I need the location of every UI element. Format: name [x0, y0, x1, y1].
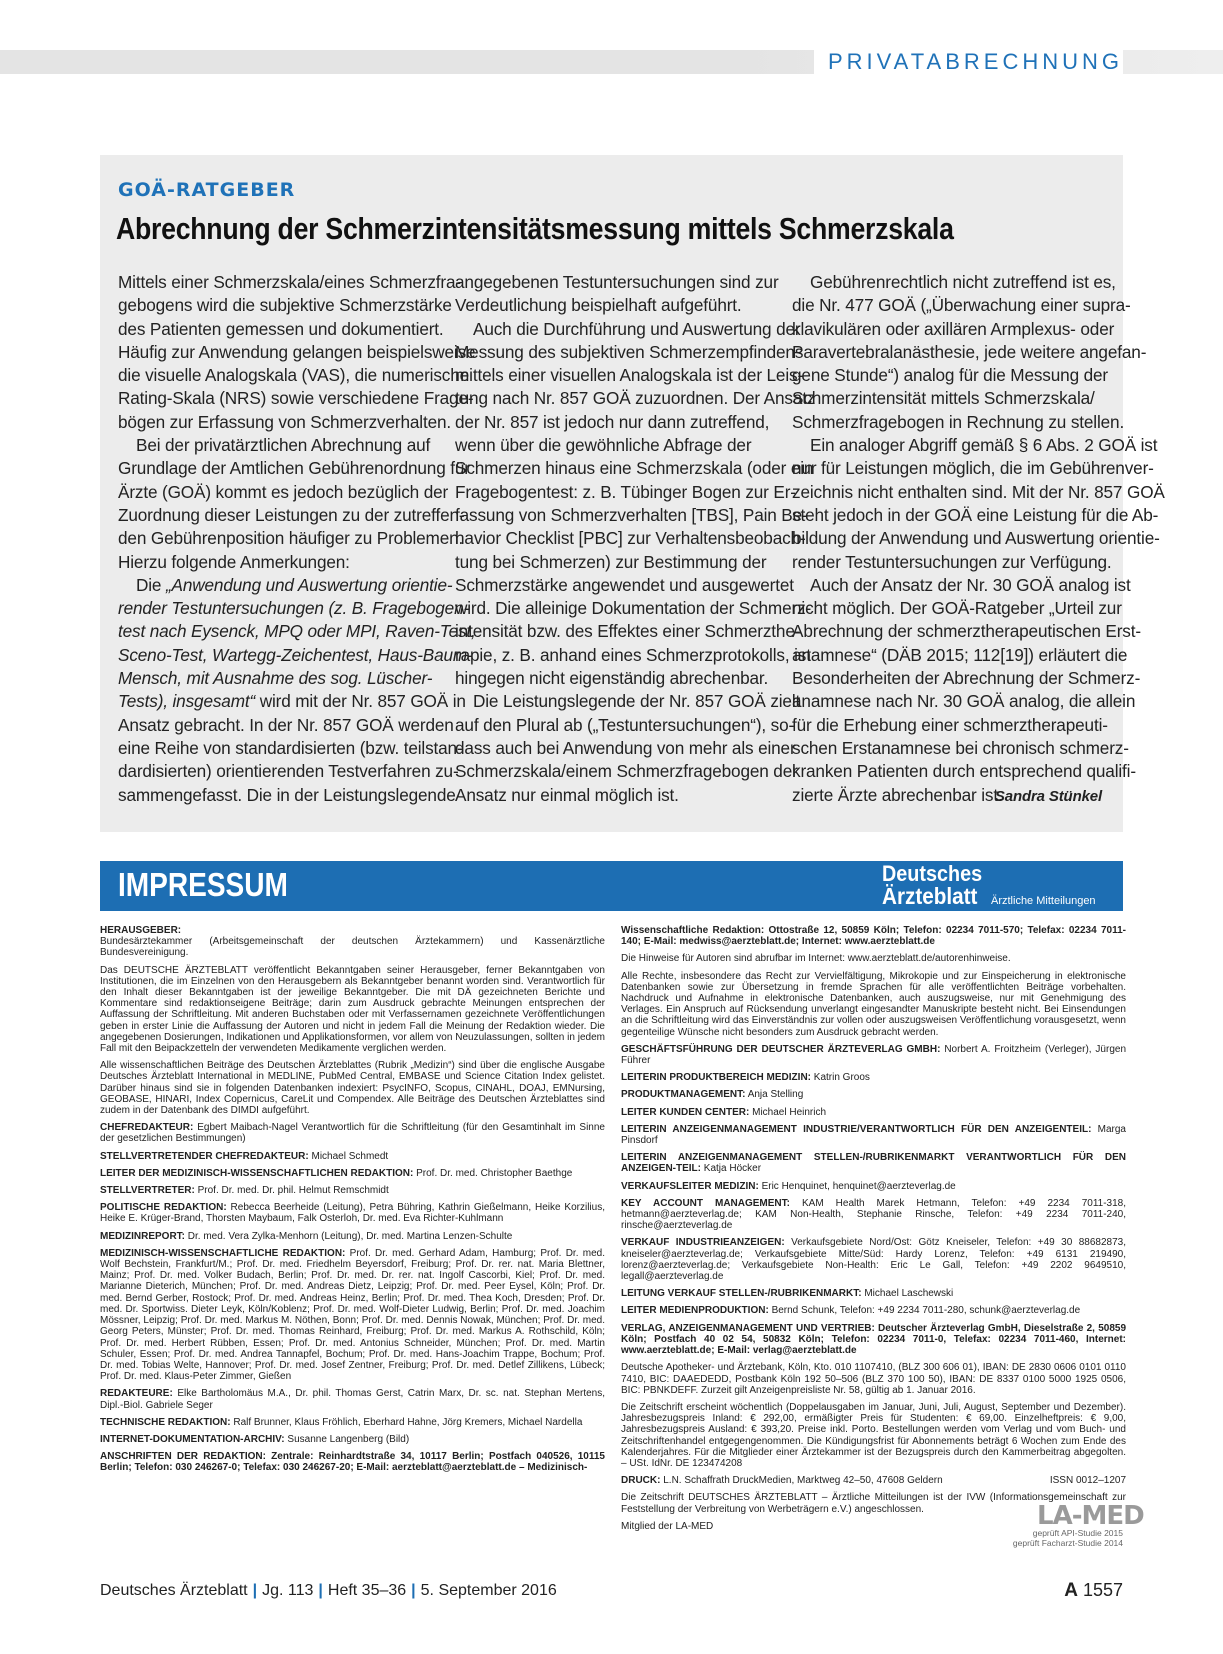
article-line: Schmerzfragebogen in Rechnung zu stellen.: [792, 411, 1125, 432]
article-line: dardisierten) orientierenden Testverfahren zu-: [118, 761, 459, 782]
impressum-heading: VERKAUFSLEITER MEDIZIN:: [621, 1180, 759, 1192]
impressum-entry: [621, 1475, 1126, 1486]
article-line: gebogens wird die subjektive Schmerzstärke: [118, 295, 452, 316]
impressum-entry: [621, 1198, 1126, 1232]
impressum-heading: LEITER MEDIENPRODUKTION:: [621, 1305, 769, 1317]
page-number: [1064, 1580, 1123, 1602]
impressum-text: Deutsche Apotheker- und Ärztebank, Köln, Kto. 010 1107410, (BLZ 300 606 01), IBAN: DE 2830 0606 0101 0110 7410, BIC: DAAEDEDD, Postbank Köln 192 50–506 (BLZ 370 100 50), IBAN: DE 8337 0100 5000 1925 0506, BIC: PBNKDEFF. Zurzeit gilt Anzeigenpreisliste Nr. 58, gültig ab 1. Januar 2016.: [621, 1362, 1126, 1396]
impressum-text: Michael Heinrich: [752, 1106, 827, 1118]
article-line: Mittels einer Schmerzskala/eines Schmerzfra-: [118, 272, 461, 292]
impressum-entry: [100, 1434, 605, 1445]
impressum-heading: DRUCK:: [621, 1475, 661, 1487]
impressum-text: Bundesärztekammer (Arbeitsgemeinschaft der deutschen Ärztekammern) und Kassenärztliche Bundesvereinigung.: [100, 936, 605, 959]
impressum-entry: [100, 1231, 605, 1242]
impressum-entry: [621, 953, 1126, 964]
article-line: Abrechnung der schmerztherapeutischen Erst-: [792, 621, 1141, 642]
impressum-heading: TECHNISCHE REDAKTION:: [100, 1416, 231, 1428]
journal-logo-subtitle: Ärztliche Mitteilungen: [991, 895, 1096, 907]
impressum-text: Die Hinweise für Autoren sind abrufbar im Internet: www.aerzteblatt.de/autorenhinweise.: [621, 953, 1011, 965]
impressum-heading: LEITER DER MEDIZINISCH-WISSENSCHAFTLICHEN REDAKTION:: [100, 1167, 414, 1179]
article-line: test nach Eysenck, MPQ oder MPI, Raven-Test,: [118, 621, 476, 642]
impressum-entry: [621, 1181, 1126, 1192]
article-line: Rating-Skala (NRS) sowie verschiedene Frage-: [118, 388, 474, 409]
issn-label: ISSN 0012–1207: [1049, 1475, 1126, 1487]
impressum-heading: HERAUSGEBER:: [100, 925, 182, 936]
impressum-heading: MEDIZINREPORT:: [100, 1230, 185, 1242]
article-column-3: [792, 271, 1165, 807]
impressum-heading: LEITERIN PRODUKTBEREICH MEDIZIN:: [621, 1072, 811, 1084]
impressum-entry: [621, 1124, 1126, 1146]
impressum-heading: POLITISCHE REDAKTION:: [100, 1202, 227, 1214]
footer-journal: Deutsches Ärzteblatt: [100, 1582, 248, 1599]
lamed-subtitle-1: geprüft API-Studie 2015: [1032, 1528, 1123, 1538]
impressum-heading: INTERNET-DOKUMENTATION-ARCHIV:: [100, 1433, 285, 1445]
impressum-entry: [621, 925, 1126, 947]
article-line: Ansatz gebracht. In der Nr. 857 GOÄ werden: [118, 714, 454, 735]
article-line: rapie, z. B. anhand eines Schmerzprotokolls, ist: [455, 644, 811, 665]
impressum-text: Bernd Schunk, Telefon: +49 2234 7011-280, schunk@aerzteverlag.de: [771, 1305, 1081, 1317]
impressum-text: Die Zeitschrift DEUTSCHES ÄRZTEBLATT – Ärztliche Mitteilungen ist der IVW (Informationsgemeinschaft zur Feststellung der Verbreitung von Werbeträgern e.V.) angeschlossen.: [621, 1492, 1126, 1515]
lamed-logo: LA-MED: [1037, 1501, 1144, 1531]
article-line: hingegen nicht eigenständig abrechenbar.: [455, 668, 769, 689]
article-line: Gebührenrechtlich nicht zutreffend ist es,: [810, 272, 1116, 292]
article-line: Auch die Durchführung und Auswertung der: [473, 318, 801, 339]
impressum-text: Verkaufsgebiete Nord/Ost: Götz Kneiseler, Telefon: +49 30 88682873, kneiseler@aerzteverlag.de; Verkaufsgebiete Mitte/Süd: Hardy Lorenz, Telefon: +49 6131 219490, lorenz@aerzteverlag.de; Verkaufsgebiete Non-Health: Eric Le Gall, Telefon: +49 2202 9649510, legall@aerzteverlag.de: [621, 1237, 1126, 1283]
article-line: bögen zur Erfassung von Schmerzverhalten.: [118, 411, 452, 432]
impressum-text: Eric Henquinet, henquinet@aerzteverlag.de: [761, 1180, 956, 1192]
article-column-1: [118, 271, 476, 807]
impressum-heading: VERKAUF INDUSTRIEANZEIGEN:: [621, 1237, 785, 1249]
impressum-text: Elke Bartholomäus M.A., Dr. phil. Thomas Gerst, Catrin Marx, Dr. sc. nat. Stephan Mertens, Dipl.-Biol. Gabriele Seger: [100, 1388, 605, 1411]
impressum-entry: [621, 971, 1126, 1038]
article-line: bildung der Anwendung und Auswertung orientie-: [792, 528, 1160, 549]
article-line: den Gebührenposition häufiger zu Problemen.: [118, 528, 464, 549]
impressum-entry: [100, 1122, 605, 1144]
article-column-2: [455, 271, 816, 807]
impressum-text: Norbert A. Froitzheim (Verleger), Jürgen Führer: [621, 1043, 1127, 1067]
article-line: des Patienten gemessen und dokumentiert.: [118, 318, 444, 339]
article-line: Sceno-Test, Wartegg-Zeichentest, Haus-Baum-: [118, 644, 473, 665]
impressum-entry: [621, 1402, 1126, 1469]
impressum-heading: REDAKTEURE:: [100, 1388, 173, 1400]
impressum-heading: CHEFREDAKTEUR:: [100, 1122, 194, 1134]
article-line: Grundlage der Amtlichen Gebührenordnung für: [118, 458, 470, 479]
article-line: dass auch bei Anwendung von mehr als einer: [455, 737, 796, 758]
article-line: mittels einer visuellen Analogskala ist der Leis-: [455, 365, 804, 386]
impressum-text: Rebecca Beerheide (Leitung), Petra Bühring, Kathrin Gießelmann, Heike Korzilius, Heike E. Krüger-Brand, Thorsten Maybaum, Falk Osterloh, Dr. med. Eva Richter-Kuhlmann: [100, 1202, 605, 1225]
article-line: zierte Ärzte abrechenbar ist. Sandra Stünkel: [792, 784, 1102, 807]
article-line: wird. Die alleinige Dokumentation der Schmerz-: [455, 598, 812, 619]
impressum-text: Ralf Brunner, Klaus Fröhlich, Eberhard Hahne, Jörg Kremers, Michael Nardella: [233, 1416, 583, 1428]
article-line: gene Stunde“) analog für die Messung der: [792, 365, 1108, 386]
impressum-entry: [100, 1185, 605, 1196]
impressum-text: KAM Health Marek Hetmann, Telefon: +49 2234 7011-318, hetmann@aerzteverlag.de; KAM Non-Health, Stephanie Rinsche, Telefon: +49 2234 7011-240, rinsche@aerzteverlag.de: [621, 1197, 1127, 1232]
impressum-heading: VERLAG, ANZEIGENMANAGEMENT UND VERTRIEB: Deutscher Ärzteverlag GmbH, Dieselstraße 2, 50859 Köln; Postfach 40 02 54, 50832 Köln; Telefon: 02234 7011-0, Telefax: 02234 7011-460, Internet: www.aerzteblatt.de; E-Mail: verlag@aerzteblatt.de: [621, 1322, 1126, 1357]
page-prefix: A: [1064, 1580, 1078, 1601]
article-line: klavikulären oder axillären Armplexus- oder: [792, 318, 1115, 339]
journal-logo-line1: Deutsches: [882, 861, 983, 886]
impressum-heading: Wissenschaftliche Redaktion: Ottostraße 12, 50859 Köln; Telefon: 02234 7011-570; Telefax: 02234 7011-140; E-Mail: medwiss@aerzteblatt.de; Internet: www.aerzteblatt.de: [621, 925, 1126, 948]
article-line: Besonderheiten der Abrechnung der Schmerz-: [792, 668, 1141, 689]
impressum-entry: [621, 1305, 1126, 1316]
impressum-right-column: [621, 925, 1126, 1538]
article-line: angegebenen Testuntersuchungen sind zur: [455, 272, 779, 292]
article-line: render Testuntersuchungen zur Verfügung.: [792, 551, 1112, 572]
article-line: Hierzu folgende Anmerkungen:: [118, 551, 350, 572]
impressum-entry: [621, 1107, 1126, 1118]
impressum-text: Mitglied der LA-MED: [621, 1520, 714, 1532]
impressum-entry: [100, 1202, 605, 1224]
impressum-entry: [100, 1168, 605, 1179]
impressum-text: L.N. Schaffrath DruckMedien, Marktweg 42–50, 47608 Geldern: [663, 1475, 943, 1487]
impressum-heading: PRODUKTMANAGEMENT:: [621, 1089, 746, 1101]
article-line: tung bei Schmerzen) zur Bestimmung der: [455, 551, 767, 572]
impressum-entry: [100, 1388, 605, 1410]
impressum-entry: [621, 1288, 1126, 1299]
impressum-text: Katrin Groos: [813, 1072, 870, 1084]
article-kicker: GOÄ-RATGEBER: [118, 179, 296, 201]
article-line: für die Erhebung einer schmerztherapeuti-: [792, 714, 1108, 735]
article-line: Tests), insgesamt“ wird mit der Nr. 857 GOÄ in: [118, 691, 466, 712]
impressum-heading: LEITERIN ANZEIGENMANAGEMENT STELLEN-/RUBRIKENMARKT VERANTWORTLICH FÜR DEN ANZEIGEN-TEIL:: [621, 1152, 1126, 1175]
article-line: fassung von Schmerzverhalten [TBS], Pain Be-: [455, 504, 808, 525]
article-line: die visuelle Analogskala (VAS), die numerische: [118, 365, 470, 386]
impressum-text: Katja Höcker: [703, 1163, 762, 1175]
article-line: Bei der privatärztlichen Abrechnung auf: [136, 435, 431, 456]
impressum-entry: [621, 1237, 1126, 1282]
article-line: Schmerzstärke angewendet und ausgewertet: [455, 574, 794, 595]
impressum-text: Michael Schmedt: [311, 1150, 389, 1162]
impressum-entry: [100, 1151, 605, 1162]
page-number-value: 1557: [1082, 1580, 1123, 1600]
article-line: anamnese“ (DÄB 2015; 112[19]) erläutert die: [792, 644, 1128, 665]
impressum-entry: [100, 1451, 605, 1473]
article-line: nicht möglich. Der GOÄ-Ratgeber „Urteil zur: [792, 598, 1122, 619]
article-line: anamnese nach Nr. 30 GOÄ analog, die allein: [792, 691, 1136, 712]
article-line: Die „Anwendung und Auswertung orientie-: [136, 574, 453, 595]
impressum-text: Prof. Dr. med. Dr. phil. Helmut Remschmidt: [197, 1185, 389, 1197]
page-footer: Deutsches Ärzteblatt | Jg. 113 | Heft 35–36 | 5. September 2016: [100, 1582, 557, 1599]
article-line: Auch der Ansatz der Nr. 30 GOÄ analog ist: [810, 574, 1131, 595]
lamed-subtitle-2: geprüft Facharzt-Studie 2014: [1012, 1538, 1123, 1548]
impressum-heading: MEDIZINISCH-WISSENSCHAFTLICHE REDAKTION:: [100, 1247, 346, 1259]
article-line: kranken Patienten durch entsprechend qualifi-: [792, 761, 1136, 782]
impressum-entry: [100, 1417, 605, 1428]
footer-volume: Jg. 113: [262, 1582, 314, 1599]
impressum-entry: [100, 965, 605, 1055]
article-line: zeichnis nicht enthalten sind. Mit der Nr. 857 GOÄ: [792, 481, 1165, 502]
article-line: Messung des subjektiven Schmerzempfindens: [455, 341, 804, 362]
article-line: Ein analoger Abgriff gemäß § 6 Abs. 2 GOÄ ist: [810, 435, 1158, 456]
impressum-heading: ANSCHRIFTEN DER REDAKTION: Zentrale: Reinhardtstraße 34, 10117 Berlin; Postfach 040526, 10115 Berlin; Telefon: 030 246267-0; Telefax: 030 246267-20; E-Mail: aerzteblatt@aerzteblatt.de – Medizinisch-: [100, 1451, 605, 1474]
article-author: Sandra Stünkel: [994, 787, 1102, 805]
article-line: nur für Leistungen möglich, die im Gebührenver-: [792, 458, 1154, 479]
article-line: steht jedoch in der GOÄ eine Leistung für die Ab-: [792, 504, 1159, 525]
article-line: havior Checklist [PBC] zur Verhaltensbeobach-: [455, 528, 806, 549]
article-line: Schmerzen hinaus eine Schmerzskala (oder ein: [455, 458, 814, 479]
article-line: die Nr. 477 GOÄ („Überwachung einer supra-: [792, 295, 1131, 316]
impressum-heading: LEITERIN ANZEIGENMANAGEMENT INDUSTRIE/VERANTWORTLICH FÜR DEN ANZEIGENTEIL:: [621, 1123, 1092, 1135]
impressum-text: Prof. Dr. med. Christopher Baethge: [416, 1167, 573, 1179]
impressum-text: Marga Pinsdorf: [621, 1123, 1126, 1147]
impressum-heading: LEITER KUNDEN CENTER:: [621, 1106, 750, 1118]
footer-date: 5. September 2016: [420, 1582, 557, 1599]
article-line: wenn über die gewöhnliche Abfrage der: [455, 435, 752, 456]
impressum-heading: KEY ACCOUNT MANAGEMENT:: [621, 1197, 790, 1209]
article-line: Paravertebralanästhesie, jede weitere angefan-: [792, 341, 1147, 362]
impressum-text: Egbert Maibach-Nagel Verantwortlich für die Schriftleitung (für den Gesamtinhalt im Sinne der gesetzlichen Bestimmungen): [100, 1122, 605, 1145]
article-line: intensität bzw. des Effektes einer Schmerzthe-: [455, 621, 801, 642]
impressum-left-column: [100, 925, 605, 1480]
impressum-text: Susanne Langenberg (Bild): [287, 1433, 410, 1445]
impressum-entry: [621, 1323, 1126, 1357]
impressum-title: IMPRESSUM: [118, 866, 288, 903]
impressum-text: Dr. med. Vera Zylka-Menhorn (Leitung), Dr. med. Martina Lenzen-Schulte: [187, 1230, 513, 1242]
impressum-text: Alle Rechte, insbesondere das Recht zur Vervielfältigung, Mikrokopie und zur Einspeicherung in elektronische Datenbanken sowie zur Übersetzung in fremde Sprachen für alle veröffentlichten Beiträge vorbehalten. Nachdruck und Aufnahme in elektronische Datenbanken, auch auszugsweise, nur mit Genehmigung des Verlages. Ein Anspruch auf Rücksendung unverlangt eingesandter Manuskripte besteht nicht. Bei Einsendungen an die Schriftleitung wird das Einverständnis zur vollen oder auszugsweisen Veröffentlichung vorausgesetzt, wenn gegenteilige Wünsche nicht besonders zum Ausdruck gebracht werden.: [621, 970, 1126, 1038]
article-line: sammengefasst. Die in der Leistungslegende: [118, 784, 456, 805]
impressum-text: Prof. Dr. med. Gerhard Adam, Hamburg; Prof. Dr. med. Wolf Bechstein, Frankfurt/M.; Prof. Dr. med. Friedhelm Beyersdorf, Freiburg; Prof. Dr. rer. nat. Maria Blettner, Mainz; Prof. Dr. med. Volker Budach, Berlin; Prof. Dr. med. Dr. rer. nat. Ingolf Cascorbi, Kiel; Prof. Dr. med. Marianne Dieterich, München; Prof. Dr. med. Andreas Dietz, Leipzig; Prof. Dr. med. Peer Eysel, Köln; Prof. Dr. med. Bernd Gerber, Rostock; Prof. Dr. med. Andreas Heinz, Berlin; Prof. Dr. med. Thea Koch, Dresden; Prof. Dr. med. Dr. Sportwiss. Dieter Leyk, Köln/Koblenz; Prof. Dr. med. Wolf-Dieter Ludwig, Berlin; Prof. Dr. med. Joachim Mössner, Leipzig; Prof. Dr. med. Markus M. Nöthen, Bonn; Prof. Dr. med. Dennis Nowak, München; Prof. Dr. med. Georg Peters, Münster; Prof. Dr. med. Thomas Reinhard, Freiburg; Prof. Dr. med. Markus A. Rothschild, Köln; Prof. Dr. med. Herbert Rübben, Essen; Prof. Dr. med. Antonius Schneider, München; Prof. Dr. med. Martin Schuler, Essen; Prof. Dr. med. Andrea Tannapfel, Bochum; Prof. Dr. med. Hans-Joachim Trappe, Bochum; Prof. Dr. med. Tobias Welte, Hannover; Prof. Dr. med. Josef Zentner, Freiburg; Prof. Dr. med. Detlef Zillikens, Lübeck; Prof. Dr. med. Klaus-Peter Zimmer, Gießen: [100, 1247, 605, 1383]
impressum-entry: [621, 1089, 1126, 1100]
article-line: Die Leistungslegende der Nr. 857 GOÄ zielt: [473, 691, 801, 712]
article-line: Schmerzintensität mittels Schmerzskala/: [792, 388, 1095, 409]
article-line: Häufig zur Anwendung gelangen beispielsweise: [118, 341, 476, 362]
impressum-heading: STELLVERTRETER:: [100, 1185, 195, 1197]
impressum-entry: [621, 1362, 1126, 1396]
impressum-entry: [621, 1072, 1126, 1083]
footer-issue: Heft 35–36: [327, 1582, 407, 1599]
impressum-heading: GESCHÄFTSFÜHRUNG DER DEUTSCHER ÄRZTEVERLAG GMBH:: [621, 1043, 941, 1055]
impressum-text: Das DEUTSCHE ÄRZTEBLATT veröffentlicht Bekanntgaben seiner Herausgeber, ferner Bekanntgaben von Institutionen, die im Einzelnen von den Herausgebern als Bekanntgeber benannt worden sind. Verantwortlich für den Inhalt dieser Bekanntgaben ist der jeweilige Bekanntgeber. Die mit DÄ gezeichneten Berichte und Kommentare sind redaktionseigene Beiträge; darin zum Ausdruck gebrachte Meinungen entsprechen der Auffassung der Schriftleitung. Mit anderen Buchstaben oder mit Verfassernamen gezeichnete Veröffentlichungen geben in erster Linie die Auffassung der Autoren und nicht in jedem Fall die Meinung der Redaktion wieder. Die angegebenen Dosierungen, Indikationen und Applikationsformen, vor allem von Neuzulassungen, sollten in jedem Fall mit den Beipackzetteln der verwendeten Medikamente verglichen werden.: [100, 964, 605, 1055]
impressum-entry: [100, 1248, 605, 1382]
impressum-heading: LEITUNG VERKAUF STELLEN-/RUBRIKENMARKT:: [621, 1288, 862, 1300]
article-line: der Nr. 857 ist jedoch nur dann zutreffend,: [455, 411, 770, 432]
impressum-entry: [621, 1152, 1126, 1174]
section-label: PRIVATABRECHNUNG: [814, 49, 1123, 75]
impressum-text: Alle wissenschaftlichen Beiträge des Deutschen Ärzteblattes (Rubrik „Medizin“) sind über die englische Ausgabe Deutsches Ärzteblatt International in MEDLINE, PubMed Central, EMBASE und Science Citation Index gelistet. Darüber hinaus sind sie in folgenden Datenbanken indexiert: PsycINFO, Scopus, CINAHL, DOAJ, EMNursing, GEOBASE, HINARI, Index Copernicus, CareLit und Compendex. Alle Beiträge des Deutschen Ärzteblattes sind zudem in der Datenbank des DIMDI aufgeführt.: [100, 1060, 605, 1117]
article-line: tung nach Nr. 857 GOÄ zuzuordnen. Der Ansatz: [455, 388, 816, 409]
impressum-text: Michael Laschewski: [864, 1288, 954, 1300]
article-line: schen Erstanamnese bei chronisch schmerz-: [792, 737, 1129, 758]
impressum-entry: [100, 925, 605, 959]
article-line: Ärzte (GOÄ) kommt es jedoch bezüglich der: [118, 481, 449, 502]
article-line: Fragebogentest: z. B. Tübinger Bogen zur Er-: [455, 481, 796, 502]
article-line: Schmerzskala/einem Schmerzfragebogen der: [455, 761, 798, 782]
impressum-text: Anja Stelling: [747, 1089, 804, 1101]
impressum-text: Die Zeitschrift erscheint wöchentlich (Doppelausgaben im Januar, Juni, Juli, August, September und Dezember). Jahresbezugspreis Inland: € 292,00, ermäßigter Preis für Studenten: € 69,00. Einzelheftpreis: € 9,00, Jahresbezugspreis Ausland: € 393,20. Preise inkl. Porto. Bestellungen werden vom Verlag und vom Buch- und Zeitschriftenhandel entgegengenommen. Die Kündigungsfrist für Abonnements beträgt 6 Wochen zum Ende des Kalenderjahres. Für die Mitglieder einer Ärztekammer ist der Bezugspreis durch den Kammerbeitrag abgegolten. – USt. IdNr. DE 123474208: [621, 1401, 1126, 1469]
article-line: eine Reihe von standardisierten (bzw. teilstan-: [118, 737, 463, 758]
article-line: Zuordnung dieser Leistungen zu der zutreffen-: [118, 504, 465, 525]
impressum-heading: STELLVERTRETENDER CHEFREDAKTEUR:: [100, 1150, 309, 1162]
article-line: Mensch, mit Ausnahme des sog. Lüscher-: [118, 668, 433, 689]
article-line: Verdeutlichung beispielhaft aufgeführt.: [455, 295, 742, 316]
article-line: render Testuntersuchungen (z. B. Fragebogen-: [118, 598, 470, 619]
article-headline: Abrechnung der Schmerzintensitätsmessung mittels Schmerzskala: [116, 211, 954, 246]
article-line: auf den Plural ab („Testuntersuchungen“), so-: [455, 714, 795, 735]
journal-logo-line2: Ärzteblatt: [882, 883, 978, 909]
article-line: Ansatz nur einmal möglich ist.: [455, 784, 679, 805]
impressum-entry: [621, 1044, 1126, 1066]
impressum-entry: [100, 1060, 605, 1116]
